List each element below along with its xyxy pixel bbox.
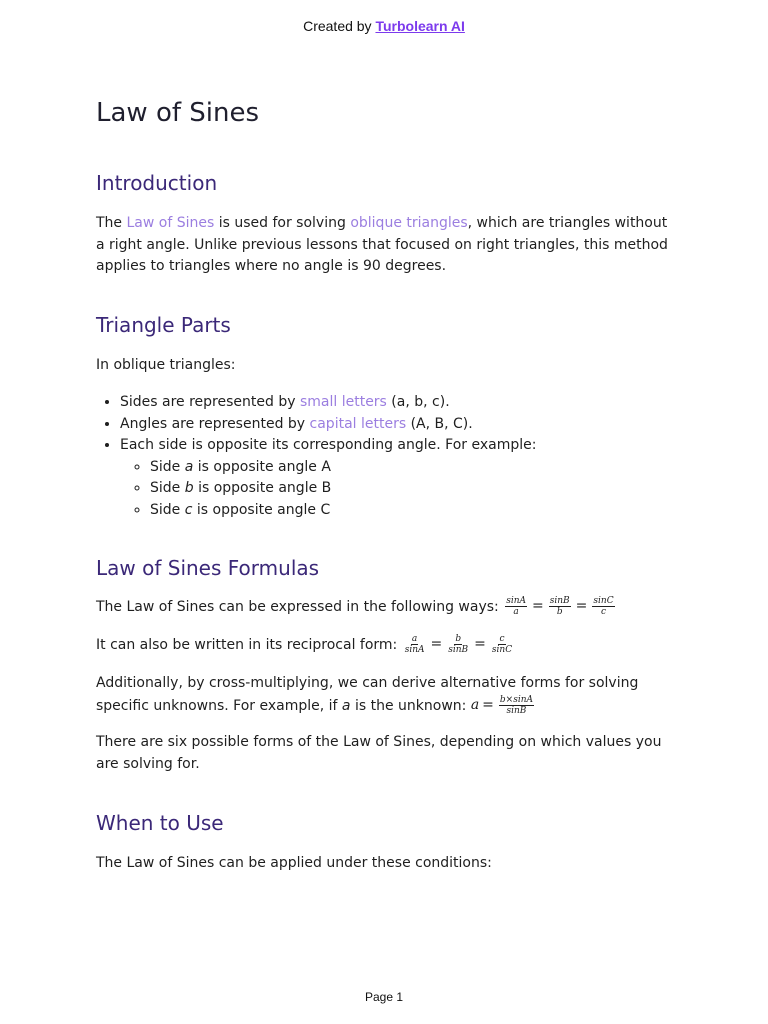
text: Sides are represented by [120,394,300,410]
text: is opposite angle A [193,458,331,475]
text: The [96,215,127,231]
created-by-label: Created by [303,18,376,34]
law-of-sines-highlight: Law of Sines [126,215,215,231]
equals-sign: = [575,598,588,614]
text: is opposite angle B [193,480,332,496]
formulas-heading: Law of Sines Formulas [96,556,320,580]
text: Side [150,501,185,518]
page-number: Page 1 [364,990,404,1004]
law-of-sines-formula [503,596,616,618]
denominator: sinA [404,645,425,656]
text: , which are triangles without a right angle. Unlike previous lessons that focused on right triangles, this method applies to triangles where no angle is 90 degrees. [96,215,668,274]
numerator: b [455,634,462,645]
variable: a [341,697,351,714]
denominator: sinC [491,645,513,656]
numerator: b×sinA [499,694,534,705]
formula-paragraph-1 [96,596,676,618]
formula-paragraph-4: There are six possible forms of the Law of Sines, depending on which values you are solving for. [96,734,662,772]
formula-paragraph-2 [96,634,676,656]
fraction [491,634,513,655]
numerator: sinB [549,596,570,607]
equals-sign: = [474,636,486,652]
sub-list-item [150,500,680,522]
introduction-paragraph [96,213,676,278]
equals-sign: = [482,696,494,713]
text: Angles are represented by [120,415,310,432]
variable: a [184,458,194,475]
equals-sign: = [532,598,544,614]
list-item [120,392,680,414]
text: is used for solving [214,215,351,231]
variable: b [184,480,194,496]
text: Each side is opposite its corresponding angle. For example: [120,437,537,453]
list-item [120,435,680,521]
denominator: b [556,607,563,618]
when-to-use-heading: When to Use [96,811,224,835]
reciprocal-formula [402,634,515,656]
denominator: sinB [506,705,527,716]
denominator: sinB [448,645,469,656]
numerator: sinC [593,596,614,607]
sub-list-item [150,478,680,500]
denominator: c [600,607,607,618]
introduction-heading: Introduction [96,171,218,195]
triangle-parts-heading: Triangle Parts [96,313,231,337]
text: (a, b, c). [386,394,450,410]
numerator: a [411,634,418,645]
numerator: sinA [506,596,527,607]
triangle-parts-lead: In oblique triangles: [96,357,236,373]
text: is opposite angle C [192,501,331,518]
page-header [0,18,768,34]
text: The Law of Sines can be expressed in the following ways: [96,598,504,615]
fraction [505,596,527,617]
numerator: c [499,634,505,645]
text: It can also be written in its reciprocal form: [96,636,402,653]
fraction [592,596,614,617]
fraction [404,634,426,655]
text: Additionally, by cross-multiplying, we can derive alternative forms for solving specific unknowns. For example, if [96,675,639,714]
sub-list [120,457,680,522]
list-item [120,414,680,436]
fraction [549,596,571,617]
equals-sign: = [430,636,443,652]
triangle-parts-list [96,392,680,521]
variable: a [470,697,480,714]
small-letters-highlight: small letters [299,394,387,410]
fraction [447,634,469,655]
capital-letters-highlight: capital letters [309,415,407,432]
oblique-triangles-highlight: oblique triangles [350,215,468,231]
text: Side [150,480,185,496]
text: is the unknown: [350,697,471,714]
fraction [499,695,534,716]
variable: c [184,501,193,518]
denominator: a [513,607,519,618]
text: (A, B, C). [406,415,473,432]
turbolearn-link[interactable]: Turbolearn AI [375,18,465,34]
cross-multiplied-formula [470,694,536,716]
text: Side [150,458,185,475]
sub-list-item [150,457,680,479]
formula-paragraph-3 [96,673,676,717]
page-title: Law of Sines [96,98,260,128]
when-to-use-paragraph: The Law of Sines can be applied under these conditions: [96,855,492,871]
